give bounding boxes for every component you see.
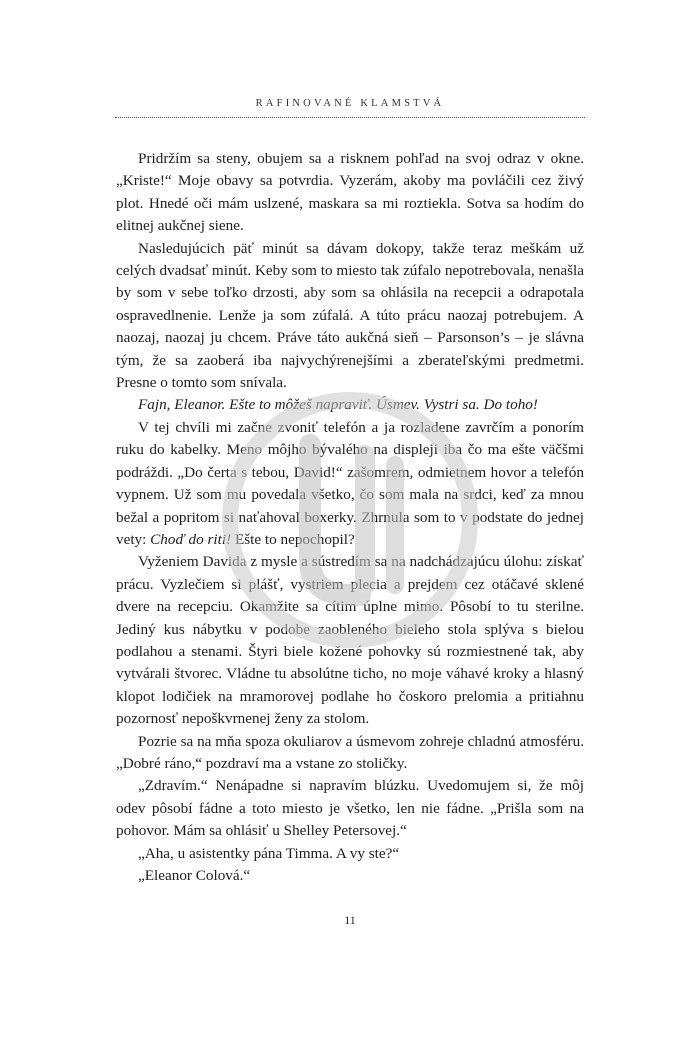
paragraph — [116, 731, 584, 776]
paragraph — [116, 843, 584, 865]
paragraph — [116, 238, 584, 395]
text-run: V tej chvíli mi začne zvoniť telefón a ja rozladene zavrčím a ponorím ruku do kabelky. Meno môjho bývalého na displeji iba čo ma ešte väčšmi podráždi. „Do čerta s tebou, David!“ zašomrem, odmietnem hovor a telefón vypnem. Už som mu povedala všetko, čo som mala na srdci, keď za mnou bežal a popritom si naťahoval boxerky. Zhrnula som to v podstate do jednej vety: — [116, 418, 584, 548]
italic-text: Choď do riti! — [150, 530, 232, 548]
text-run: „Eleanor Colová.“ — [138, 867, 251, 884]
text-run: Nasledujúcich päť minút sa dávam dokopy, takže teraz meškám už celých dvadsať minút. Keby som to miesto tak zúfalo nepotrebovala, nenašla by som v sebe toľko drzosti, aby som sa ohlásila na recepcii a odrapotala ospravedlnenie. Lenže ja som zúfalá. A túto prácu naozaj potrebujem. A naozaj, naozaj ju chcem. Práve táto aukčná sieň – Parsonson’s – je slávna tým, že sa zaoberá iba najvychýrenejšími a zberateľskými predmetmi. Presne o tomto som snívala. — [116, 239, 584, 392]
text-run: „Aha, u asistentky pána Timma. A vy ste?“ — [138, 844, 400, 862]
body-text — [116, 148, 584, 887]
header-divider — [115, 117, 585, 118]
text-run: „Zdravím.“ Nenápadne si napravím blúzku. Uvedomujem si, že môj odev pôsobí fádne a toto miesto je všetko, len nie fádne. „Prišla som na pohovor. Mám sa ohlásiť u Shelley Petersovej.“ — [116, 777, 584, 840]
text-run: Pridržím sa steny, obujem sa a risknem pohľad na svoj odraz v okne. „Kriste!“ Moje obavy sa potvrdia. Vyzerám, akoby ma povláčili cez živý plot. Hnedé oči mám uslzené, maskara sa mi roztiekla. Sotva sa hodím do elitnej aukčnej siene. — [116, 150, 584, 235]
italic-text: Fajn, Eleanor. Ešte to môžeš napraviť. Úsmev. Vystri sa. Do toho! — [138, 396, 538, 414]
page-number: 11 — [344, 913, 356, 927]
text-run: Vyženiem Davida z mysle a sústredím sa na nadchádzajúcu úlohu: získať prácu. Vyzlečiem si plášť, vystriem plecia a prejdem cez otáčavé sklené dvere na recepciu. Okamžite sa cítim úplne mimo. Pôsobí to tu sterilne. Jediný kus nábytku v podobe zaobleného bieleho stola splýva s bielou podlahou a stenami. Štyri biele kožené pohovky sú rozmiestnené tak, aby vytvárali štvorec. Vládne tu absolútne ticho, no moje váhavé kroky a hlasný klopot lodičiek na mramorovej podlahe ho čoskoro prelomia a pritiahnu pozornosť nepoškvrnenej ženy za stolom. — [116, 553, 584, 728]
text-run: Ešte to nepochopil? — [231, 530, 355, 548]
paragraph — [116, 865, 584, 887]
paragraph — [116, 394, 584, 416]
paragraph — [116, 417, 584, 551]
text-run: Pozrie sa na mňa spoza okuliarov a úsmevom zohreje chladnú atmosféru. „Dobré ráno,“ pozdraví ma a vstane zo stoličky. — [116, 732, 584, 772]
paragraph — [116, 148, 584, 238]
running-head: RAFINOVANÉ KLAMSTVÁ — [255, 98, 445, 109]
paragraph — [116, 551, 584, 730]
paragraph — [116, 775, 584, 842]
